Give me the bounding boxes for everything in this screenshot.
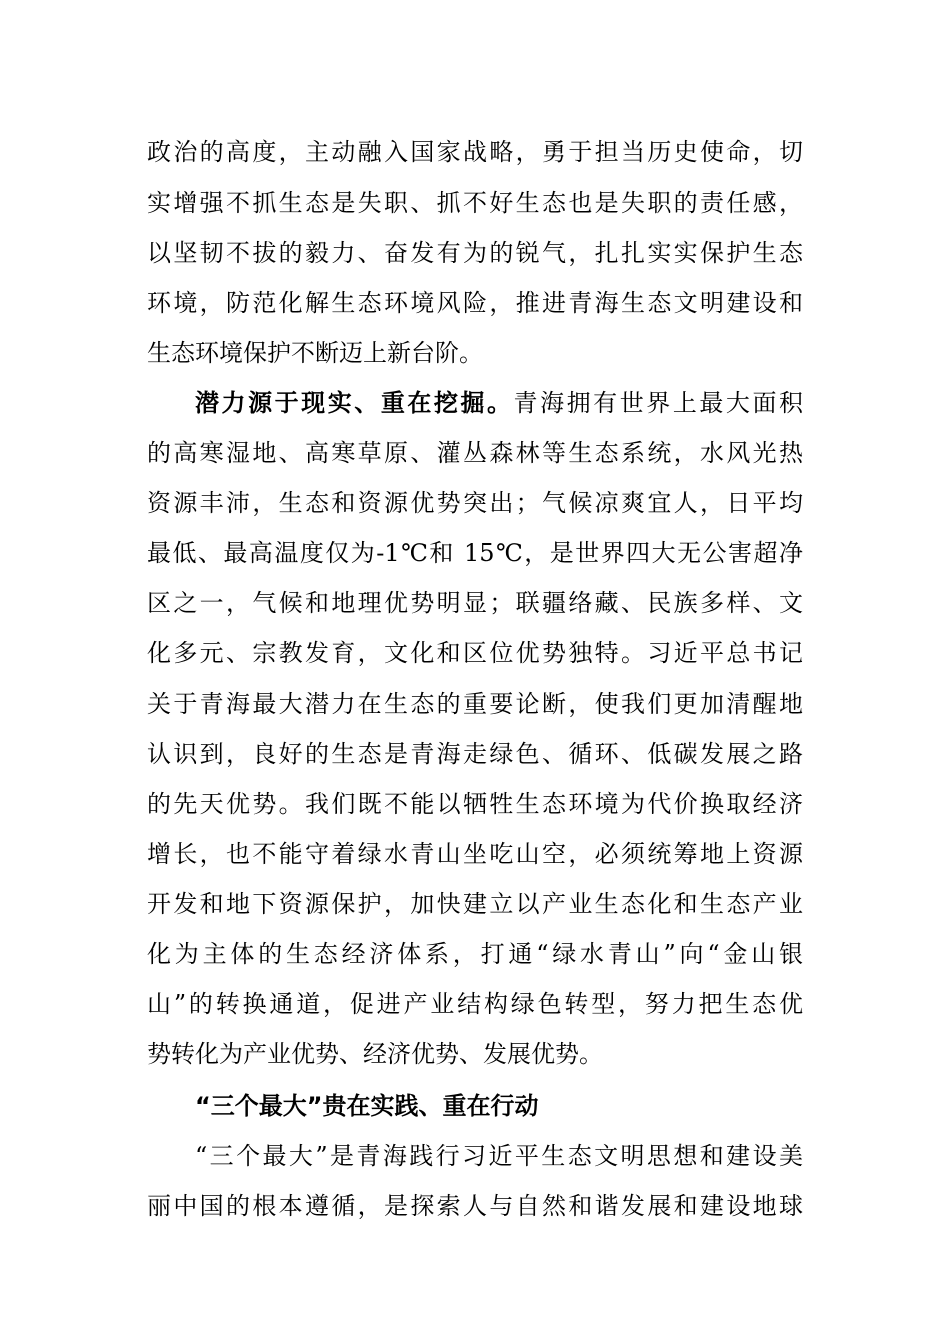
paragraph-2-line: 区之一，气候和地理优势明显；联疆络藏、民族多样、文 (147, 589, 803, 617)
paragraph-2-line: 最低、最高温度仅为-1℃和 15℃，是世界四大无公害超净 (147, 539, 803, 567)
paragraph-2-line: 开发和地下资源保护，加快建立以产业生态化和生态产业 (147, 890, 803, 918)
paragraph-2-line: 关于青海最大潜力在生态的重要论断，使我们更加清醒地 (147, 690, 803, 718)
paragraph-2-line: 势转化为产业优势、经济优势、发展优势。 (147, 1040, 603, 1068)
paragraph-2-line: 化为主体的生态经济体系，打通“绿水青山”向“金山银 (147, 940, 803, 968)
paragraph-2-line: 的先天优势。我们既不能以牺牲生态环境为代价换取经济 (147, 790, 803, 818)
paragraph-2-line: 化多元、宗教发育，文化和区位优势独特。习近平总书记 (147, 639, 803, 667)
section-heading: “三个最大”贵在实践、重在行动 (195, 1092, 539, 1120)
paragraph-2-line: 的高寒湿地、高寒草原、灌丛森林等生态系统，水风光热 (147, 439, 803, 467)
paragraph-1-line: 政治的高度，主动融入国家战略，勇于担当历史使命，切 (147, 138, 803, 166)
paragraph-1-line: 生态环境保护不断迈上新台阶。 (147, 339, 483, 367)
paragraph-2-first-line-rest: 青海拥有世界上最大面积 (513, 389, 804, 417)
paragraph-2-first-line (195, 383, 803, 423)
paragraph-2-lead: 潜力源于现实、重在挖掘。 (195, 389, 514, 417)
paragraph-1-line: 以坚韧不拔的毅力、奋发有为的锐气，扎扎实实保护生态 (147, 239, 803, 267)
paragraph-3-first-line: “三个最大”是青海践行习近平生态文明思想和建设美 (195, 1142, 803, 1170)
paragraph-1-line: 环境，防范化解生态环境风险，推进青海生态文明建设和 (147, 289, 803, 317)
paragraph-2-line: 山”的转换通道，促进产业结构绿色转型，努力把生态优 (147, 990, 803, 1018)
paragraph-2-line: 增长，也不能守着绿水青山坐吃山空，必须统筹地上资源 (147, 840, 803, 868)
paragraph-2-line: 认识到，良好的生态是青海走绿色、循环、低碳发展之路 (147, 740, 803, 768)
paragraph-3-line: 丽中国的根本遵循，是探索人与自然和谐发展和建设地球 (147, 1192, 803, 1220)
paragraph-2-line: 资源丰沛，生态和资源优势突出；气候凉爽宜人，日平均 (147, 489, 803, 517)
paragraph-1-line: 实增强不抓生态是失职、抓不好生态也是失职的责任感， (147, 189, 803, 217)
